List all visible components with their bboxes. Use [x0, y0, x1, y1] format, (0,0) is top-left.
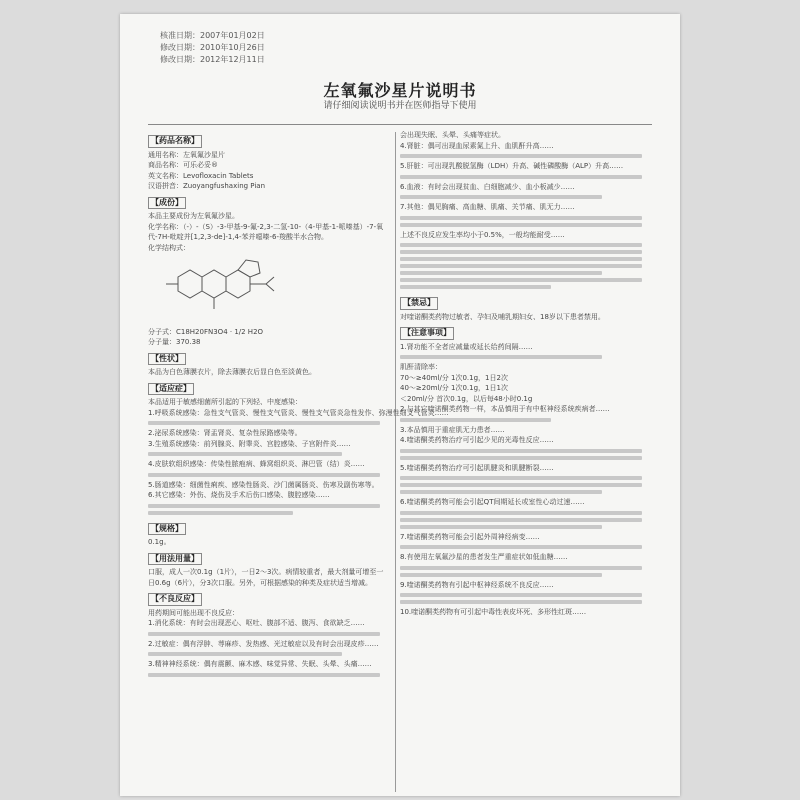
list-item: 7.喹诺酮类药物可能会引起外周神经病变…… [400, 532, 540, 541]
illegible-text-placeholder [400, 285, 551, 289]
leaflet-sheet [120, 14, 680, 796]
illegible-text-placeholder [400, 278, 642, 282]
list-item: 1.消化系统：有时会出现恶心、呕吐、腹部不适、腹泻、食欲缺乏…… [148, 619, 365, 627]
list-item: 10.喹诺酮类药物有可引起中毒性表皮坏死、多形性红斑…… [400, 608, 587, 616]
text-line: 本品为白色薄膜衣片，除去薄膜衣后显白色至淡黄色。 [148, 368, 316, 376]
illegible-text-placeholder [148, 632, 380, 636]
section-header: 【成份】 [148, 197, 186, 210]
list-item: 6.血液：有时会出现贫血、白细胞减少、血小板减少…… [400, 182, 575, 191]
section-header: 【注意事项】 [400, 327, 454, 340]
illegible-text-placeholder [148, 673, 380, 677]
structure-svg [158, 257, 308, 319]
date-line: 核准日期：2007年01月02日 [160, 31, 265, 40]
date-line: 修改日期：2012年12月11日 [160, 55, 265, 64]
text-line: 本品主要成份为左氧氟沙星。 [148, 212, 239, 220]
illegible-text-placeholder [400, 566, 642, 570]
list-item: 8.有使用左氧氟沙星的患者发生严重症状如低血糖…… [400, 553, 568, 561]
illegible-text-placeholder [400, 243, 642, 247]
illegible-text-placeholder [400, 573, 602, 577]
text-line: 通用名称：左氧氟沙星片 [148, 150, 225, 159]
illegible-text-placeholder [148, 452, 342, 456]
illegible-text-placeholder [400, 195, 602, 199]
document-subtitle: 请仔细阅读说明书并在医师指导下使用 [323, 101, 477, 111]
illegible-text-placeholder [400, 483, 642, 487]
section-header: 【规格】 [148, 523, 186, 536]
formula-line: 分子式：C18H20FN3O4 · 1/2 H2O [148, 327, 264, 336]
document-title: 左氧氟沙星片说明书 [323, 81, 477, 100]
illegible-text-placeholder [400, 511, 642, 515]
list-item: 2.过敏症：偶有浮肿、荨麻疹、发热感、光过敏症以及有时会出现皮疹…… [148, 639, 379, 648]
text-line: 会出现失眠、头晕、头痛等症状。 [400, 131, 505, 139]
list-item: 3.本品慎用于重症肌无力患者…… [400, 425, 505, 434]
text-line: 口服，成人一次0.1g（1片），一日2～3次。病情较重者，最大剂量可增至一日0.6g（6片），分3次口服。另外，可根据感染的种类及症状适当增减。 [148, 568, 384, 587]
list-item: 4.皮肤软组织感染：传染性脓疱病、蜂窝组织炎、淋巴管（结）炎…… [148, 460, 365, 468]
illegible-text-placeholder [400, 223, 642, 227]
text-line: 商品名称：可乐必妥® [148, 161, 218, 169]
dosing-row: ＜20ml/分 首次0.1g，以后每48小时0.1g [400, 394, 533, 403]
illegible-text-placeholder [400, 271, 602, 275]
section-header: 【不良反应】 [148, 593, 202, 606]
illegible-text-placeholder [148, 652, 342, 656]
list-item: 3.生殖系统感染：前列腺炎、附睾炎、宫腔感染、子宫附件炎…… [148, 439, 351, 448]
illegible-text-placeholder [400, 250, 642, 254]
title-divider [148, 124, 652, 125]
list-item: 1.肾功能不全者应减量或延长给药间隔…… [400, 342, 533, 351]
chemical-structure-diagram [158, 257, 390, 323]
approval-dates [160, 30, 265, 66]
list-item: 5.肝脏：可出现乳酸脱氢酶（LDH）升高、碱性磷酸酶（ALP）升高…… [400, 162, 624, 170]
illegible-text-placeholder [148, 511, 293, 515]
illegible-text-placeholder [400, 449, 642, 453]
list-item: 1.呼吸系统感染：急性支气管炎、慢性支气管炎、慢性支气管炎急性发作、弥漫性细支气管炎…… [148, 408, 449, 417]
illegible-text-placeholder [400, 518, 642, 522]
date-line: 修改日期：2010年10月26日 [160, 43, 265, 52]
list-item: 5.喹诺酮类药物治疗可引起肌腱炎和肌腱断裂…… [400, 463, 554, 472]
section-header: 【禁忌】 [400, 297, 438, 310]
list-item: 4.喹诺酮类药物治疗可引起少见的光毒性反应…… [400, 436, 554, 444]
text-line: 本品适用于敏感细菌所引起的下列轻、中度感染： [148, 398, 302, 406]
illegible-text-placeholder [400, 257, 642, 261]
section-header: 【性状】 [148, 353, 186, 366]
illegible-text-placeholder [400, 490, 602, 494]
formula-line: 分子量：370.38 [148, 338, 201, 346]
list-item: 3.精神神经系统：偶有震颤、麻木感、味觉异常、失眠、头晕、头痛…… [148, 660, 372, 668]
list-item: 2.泌尿系统感染：肾盂肾炎、复杂性尿路感染等。 [148, 429, 302, 437]
list-item: 2.与其它喹诺酮类药物一样，本品慎用于有中枢神经系统疾病者…… [400, 405, 610, 413]
text-line: 上述不良反应发生率均小于0.5%，一般均能耐受…… [400, 230, 565, 239]
list-item: 6.喹诺酮类药物可能会引起QT间期延长或室性心动过速…… [400, 498, 585, 506]
section-header: 【用法用量】 [148, 553, 202, 566]
column-divider [395, 132, 396, 792]
illegible-text-placeholder [400, 216, 642, 220]
text-line: 0.1g。 [148, 538, 171, 546]
text-line: 对喹诺酮类药物过敏者、孕妇及哺乳期妇女、18岁以下患者禁用。 [400, 312, 605, 321]
dosing-row: 40～≥20ml/分 1次0.1g，1日1次 [400, 384, 508, 392]
list-item: 9.喹诺酮类药物有引起中枢神经系统不良反应…… [400, 580, 554, 589]
list-item: 6.其它感染：外伤、烧伤及手术后伤口感染、腹腔感染…… [148, 491, 330, 499]
illegible-text-placeholder [400, 418, 551, 422]
list-item: 7.其他：偶见胸痛、高血糖、肌痛、关节痛、肌无力…… [400, 203, 575, 211]
illegible-text-placeholder [400, 175, 642, 179]
illegible-text-placeholder [400, 355, 602, 359]
list-item: 4.肾脏：偶可出现血尿素氮上升、血肌酐升高…… [400, 141, 554, 150]
text-line: 汉语拼音：Zuoyangfushaxing Pian [148, 182, 266, 190]
illegible-text-placeholder [148, 473, 380, 477]
illegible-text-placeholder [148, 504, 380, 508]
section-header: 【适应症】 [148, 383, 194, 396]
right-column [400, 130, 652, 618]
text-line: 肌酐清除率： [400, 363, 442, 371]
illegible-text-placeholder [400, 154, 642, 158]
illegible-text-placeholder [400, 600, 642, 604]
list-item: 5.肠道感染：细菌性痢疾、感染性肠炎、沙门菌属肠炎、伤寒及副伤寒等。 [148, 480, 379, 489]
text-line: 英文名称：Levofloxacin Tablets [148, 171, 254, 180]
illegible-text-placeholder [400, 545, 642, 549]
text-line: 化学名称：（-）-（S）-3-甲基-9-氟-2,3-二氢-10-（4-甲基-1-哌嗪基）-7-氧代-7H-吡啶并[1,2,3-de]-1,4-苯并噁嗪-6-羧酸半水合物。 [148, 222, 384, 241]
illegible-text-placeholder [400, 525, 602, 529]
illegible-text-placeholder [400, 593, 642, 597]
text-line: 化学结构式： [148, 243, 190, 252]
dosing-row: 70～≥40ml/分 1次0.1g，1日2次 [400, 373, 508, 382]
illegible-text-placeholder [148, 421, 380, 425]
illegible-text-placeholder [400, 264, 642, 268]
section-header: 【药品名称】 [148, 135, 202, 148]
text-line: 用药期间可能出现不良反应： [148, 608, 239, 617]
illegible-text-placeholder [400, 476, 642, 480]
illegible-text-placeholder [400, 456, 642, 460]
